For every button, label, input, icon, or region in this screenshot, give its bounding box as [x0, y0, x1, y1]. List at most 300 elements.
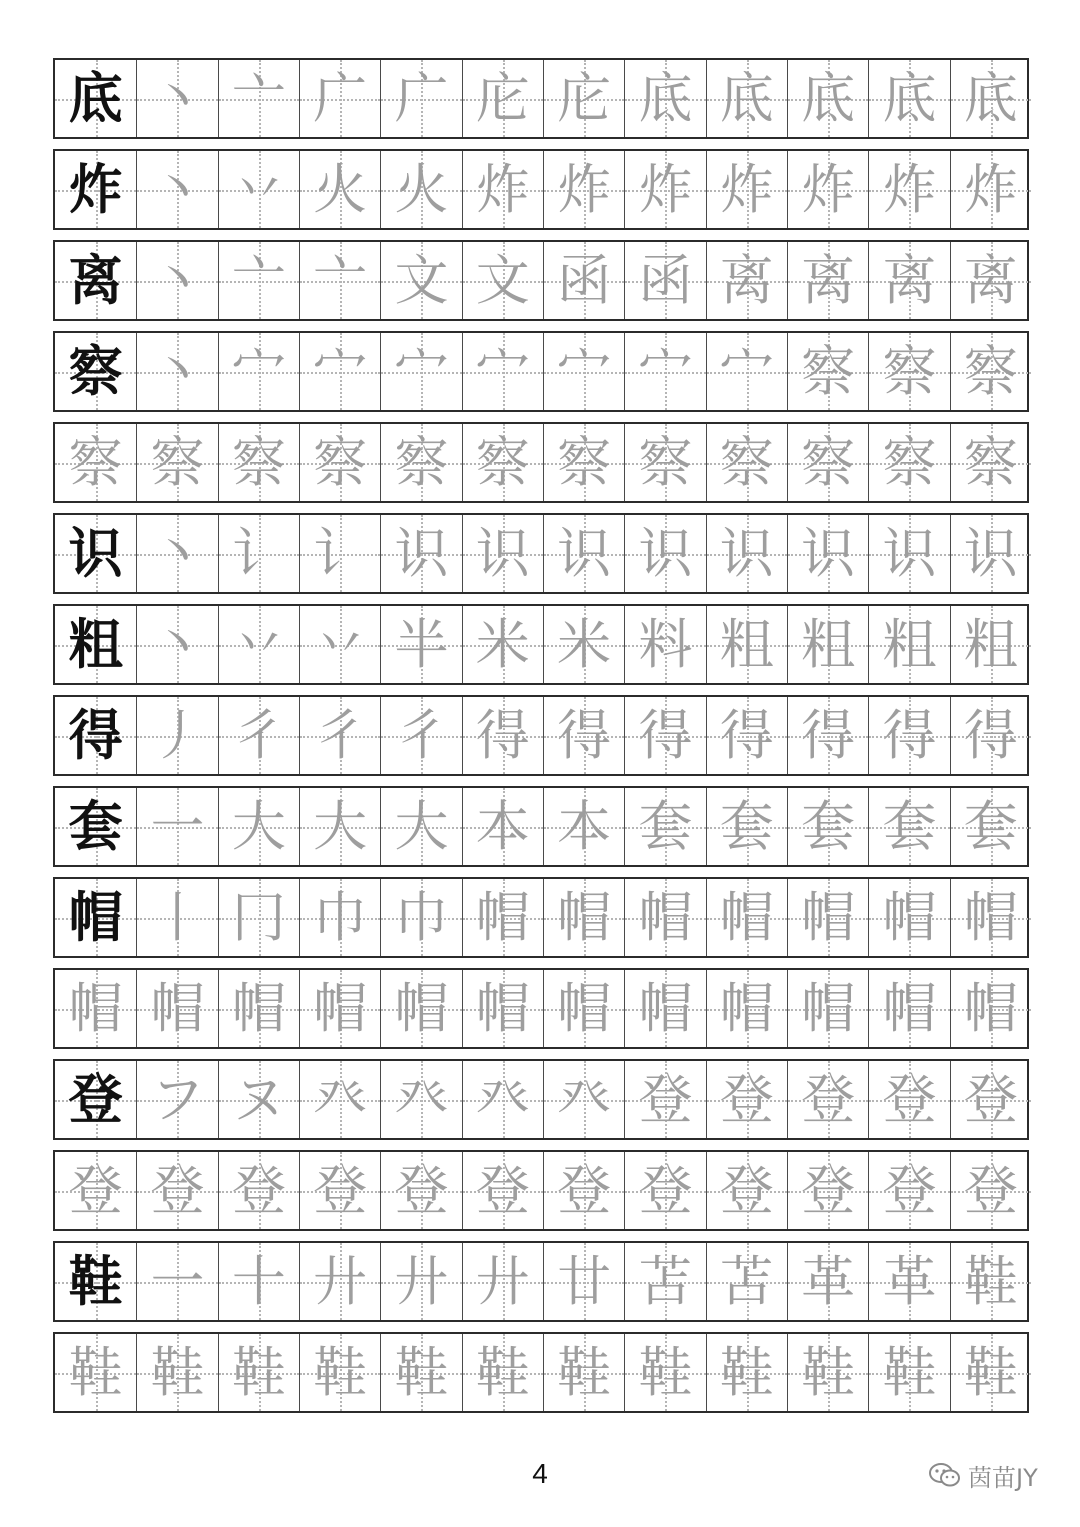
- trace-cell: [543, 151, 624, 228]
- trace-character: 亠: [231, 66, 286, 130]
- trace-character: 察: [882, 339, 937, 403]
- trace-character: 得: [882, 703, 937, 767]
- trace-cell: [380, 1243, 461, 1320]
- trace-cell: [706, 1152, 787, 1229]
- trace-character: 十: [231, 1249, 286, 1313]
- trace-character: 亠: [313, 248, 368, 312]
- trace-cell: [462, 606, 543, 683]
- trace-cell: [543, 1334, 624, 1411]
- trace-character: 察: [231, 430, 286, 494]
- trace-cell: [380, 1061, 461, 1138]
- trace-character: 庀: [475, 66, 530, 130]
- trace-cell: [543, 1061, 624, 1138]
- trace-character: 察: [68, 430, 123, 494]
- trace-character: 识: [475, 521, 530, 585]
- trace-character: 癶: [313, 1067, 368, 1131]
- trace-cell: [299, 242, 380, 319]
- trace-character: 宀: [557, 339, 612, 403]
- trace-cell: [462, 60, 543, 137]
- model-character: 粗: [68, 612, 123, 676]
- practice-row: [53, 422, 1029, 503]
- trace-character: 米: [475, 612, 530, 676]
- trace-cell: [136, 970, 217, 1047]
- watermark: [928, 1458, 1038, 1492]
- trace-cell: [543, 242, 624, 319]
- trace-cell: [706, 333, 787, 410]
- trace-character: 火: [394, 157, 449, 221]
- trace-cell: [950, 242, 1031, 319]
- trace-character: 丷: [231, 157, 286, 221]
- trace-cell: [950, 515, 1031, 592]
- trace-character: 登: [963, 1067, 1018, 1131]
- trace-character: 识: [882, 521, 937, 585]
- trace-cell: [136, 333, 217, 410]
- trace-cell: [624, 515, 705, 592]
- trace-cell: [868, 424, 949, 501]
- trace-character: 帽: [231, 976, 286, 1040]
- trace-character: 察: [801, 339, 856, 403]
- trace-cell: [543, 1243, 624, 1320]
- trace-character: 察: [719, 430, 774, 494]
- trace-cell: [950, 60, 1031, 137]
- trace-cell: [787, 788, 868, 865]
- trace-cell: [543, 333, 624, 410]
- model-cell: [55, 333, 136, 410]
- model-character: 离: [68, 248, 123, 312]
- trace-cell: [950, 151, 1031, 228]
- trace-cell: [380, 1152, 461, 1229]
- trace-cell: [218, 697, 299, 774]
- trace-cell: [299, 515, 380, 592]
- trace-cell: [218, 1334, 299, 1411]
- trace-character: 函: [638, 248, 693, 312]
- trace-cell: [462, 970, 543, 1047]
- trace-cell: [299, 333, 380, 410]
- trace-cell: [380, 242, 461, 319]
- trace-character: 套: [719, 794, 774, 858]
- trace-cell: [299, 424, 380, 501]
- trace-character: 帽: [557, 976, 612, 1040]
- trace-character: 一: [150, 1249, 205, 1313]
- trace-character: 帽: [475, 976, 530, 1040]
- trace-character: 讠: [313, 521, 368, 585]
- trace-cell: [218, 970, 299, 1047]
- practice-row: [53, 58, 1029, 139]
- trace-character: 套: [801, 794, 856, 858]
- trace-character: 丶: [150, 66, 205, 130]
- trace-character: 帽: [394, 976, 449, 1040]
- trace-character: 一: [150, 794, 205, 858]
- trace-character: 登: [557, 1158, 612, 1222]
- trace-cell: [299, 788, 380, 865]
- trace-character: 识: [719, 521, 774, 585]
- trace-character: 鞋: [150, 1340, 205, 1404]
- trace-cell: [624, 1334, 705, 1411]
- trace-character: 苫: [638, 1249, 693, 1313]
- trace-character: 文: [394, 248, 449, 312]
- trace-cell: [136, 606, 217, 683]
- trace-character: 冂: [231, 885, 286, 949]
- trace-cell: [136, 242, 217, 319]
- trace-character: 登: [68, 1158, 123, 1222]
- trace-character: 帽: [150, 976, 205, 1040]
- trace-cell: [136, 1243, 217, 1320]
- trace-cell: [299, 697, 380, 774]
- practice-row: [53, 149, 1029, 230]
- model-cell: [55, 242, 136, 319]
- trace-cell: [706, 151, 787, 228]
- trace-cell: [462, 1243, 543, 1320]
- trace-cell: [950, 879, 1031, 956]
- trace-character: 鞋: [231, 1340, 286, 1404]
- trace-cell: [706, 788, 787, 865]
- trace-cell: [218, 242, 299, 319]
- trace-cell: [787, 1061, 868, 1138]
- trace-character: 得: [963, 703, 1018, 767]
- trace-cell: [624, 788, 705, 865]
- model-character: 察: [68, 339, 123, 403]
- trace-cell: [136, 879, 217, 956]
- trace-character: 函: [557, 248, 612, 312]
- trace-cell: [462, 515, 543, 592]
- trace-character: 粗: [882, 612, 937, 676]
- trace-cell: [543, 515, 624, 592]
- trace-character: 广: [313, 66, 368, 130]
- trace-cell: [787, 60, 868, 137]
- trace-character: 丶: [150, 339, 205, 403]
- trace-character: 粗: [963, 612, 1018, 676]
- trace-character: 米: [557, 612, 612, 676]
- trace-character: 炸: [719, 157, 774, 221]
- trace-character: 帽: [557, 885, 612, 949]
- trace-character: 识: [638, 521, 693, 585]
- trace-character: 登: [313, 1158, 368, 1222]
- practice-row: [53, 1150, 1029, 1231]
- trace-character: 登: [963, 1158, 1018, 1222]
- trace-cell: [380, 788, 461, 865]
- trace-character: 料: [638, 612, 693, 676]
- trace-cell: [624, 242, 705, 319]
- trace-character: 底: [882, 66, 937, 130]
- model-character: 炸: [68, 157, 123, 221]
- trace-cell: [55, 1334, 136, 1411]
- trace-character: フ: [150, 1067, 205, 1131]
- trace-character: 察: [150, 430, 205, 494]
- trace-character: 察: [557, 430, 612, 494]
- trace-character: 底: [638, 66, 693, 130]
- trace-character: 鞋: [963, 1340, 1018, 1404]
- trace-character: 帽: [719, 976, 774, 1040]
- trace-cell: [624, 879, 705, 956]
- trace-cell: [380, 515, 461, 592]
- trace-cell: [380, 333, 461, 410]
- trace-cell: [218, 879, 299, 956]
- trace-character: 帽: [801, 885, 856, 949]
- trace-cell: [950, 970, 1031, 1047]
- trace-cell: [950, 424, 1031, 501]
- trace-cell: [136, 515, 217, 592]
- trace-cell: [706, 606, 787, 683]
- trace-cell: [868, 242, 949, 319]
- trace-character: 苫: [719, 1249, 774, 1313]
- trace-character: 巾: [394, 885, 449, 949]
- trace-character: 宀: [638, 339, 693, 403]
- trace-cell: [706, 1061, 787, 1138]
- trace-cell: [462, 151, 543, 228]
- trace-cell: [380, 606, 461, 683]
- trace-cell: [706, 697, 787, 774]
- trace-cell: [299, 1152, 380, 1229]
- trace-cell: [624, 60, 705, 137]
- practice-sheet: [53, 58, 1029, 1423]
- trace-character: 癶: [557, 1067, 612, 1131]
- model-cell: [55, 60, 136, 137]
- trace-character: 登: [719, 1158, 774, 1222]
- trace-character: 丿: [150, 703, 205, 767]
- trace-cell: [380, 970, 461, 1047]
- trace-character: 得: [801, 703, 856, 767]
- practice-row: [53, 968, 1029, 1049]
- model-character: 帽: [68, 885, 123, 949]
- model-character: 得: [68, 703, 123, 767]
- practice-row: [53, 877, 1029, 958]
- trace-cell: [868, 788, 949, 865]
- trace-character: 识: [557, 521, 612, 585]
- trace-character: 察: [475, 430, 530, 494]
- trace-cell: [299, 606, 380, 683]
- trace-cell: [299, 1243, 380, 1320]
- trace-character: 帽: [68, 976, 123, 1040]
- trace-character: 得: [719, 703, 774, 767]
- trace-character: 半: [394, 612, 449, 676]
- trace-character: 丨: [150, 885, 205, 949]
- trace-character: 丶: [150, 248, 205, 312]
- wechat-icon: [928, 1461, 962, 1489]
- trace-character: 癶: [475, 1067, 530, 1131]
- model-cell: [55, 1243, 136, 1320]
- practice-row: [53, 513, 1029, 594]
- model-character: 识: [68, 521, 123, 585]
- trace-character: 大: [313, 794, 368, 858]
- trace-character: 离: [719, 248, 774, 312]
- model-character: 底: [68, 66, 123, 130]
- trace-character: 鞋: [313, 1340, 368, 1404]
- trace-cell: [380, 1334, 461, 1411]
- trace-character: 帽: [313, 976, 368, 1040]
- trace-character: 宀: [475, 339, 530, 403]
- trace-character: 宀: [313, 339, 368, 403]
- model-character: 登: [68, 1067, 123, 1131]
- trace-cell: [218, 60, 299, 137]
- trace-character: 鞋: [719, 1340, 774, 1404]
- trace-cell: [706, 879, 787, 956]
- trace-cell: [136, 424, 217, 501]
- trace-cell: [787, 970, 868, 1047]
- trace-character: 炸: [638, 157, 693, 221]
- trace-character: 鞋: [882, 1340, 937, 1404]
- trace-cell: [787, 424, 868, 501]
- practice-row: [53, 786, 1029, 867]
- trace-character: 宀: [231, 339, 286, 403]
- trace-character: 察: [882, 430, 937, 494]
- trace-character: 丶: [150, 157, 205, 221]
- trace-cell: [950, 1334, 1031, 1411]
- trace-character: 套: [882, 794, 937, 858]
- trace-cell: [380, 151, 461, 228]
- trace-cell: [218, 151, 299, 228]
- practice-row: [53, 604, 1029, 685]
- trace-character: 炸: [963, 157, 1018, 221]
- trace-character: 广: [394, 66, 449, 130]
- trace-cell: [543, 1152, 624, 1229]
- trace-character: 察: [801, 430, 856, 494]
- trace-cell: [624, 333, 705, 410]
- trace-character: 察: [963, 430, 1018, 494]
- trace-cell: [706, 60, 787, 137]
- practice-row: [53, 240, 1029, 321]
- trace-character: 得: [475, 703, 530, 767]
- trace-cell: [706, 1243, 787, 1320]
- trace-cell: [218, 1243, 299, 1320]
- trace-character: 帽: [882, 885, 937, 949]
- trace-character: 帽: [719, 885, 774, 949]
- trace-character: 套: [963, 794, 1018, 858]
- trace-cell: [787, 606, 868, 683]
- trace-cell: [543, 879, 624, 956]
- trace-character: 底: [719, 66, 774, 130]
- trace-character: 登: [638, 1158, 693, 1222]
- trace-cell: [462, 1334, 543, 1411]
- trace-cell: [950, 697, 1031, 774]
- trace-cell: [462, 1152, 543, 1229]
- trace-cell: [218, 788, 299, 865]
- trace-character: 鞋: [638, 1340, 693, 1404]
- trace-cell: [624, 1152, 705, 1229]
- trace-character: 彳: [394, 703, 449, 767]
- trace-character: 鞋: [475, 1340, 530, 1404]
- trace-character: 离: [801, 248, 856, 312]
- trace-cell: [462, 1061, 543, 1138]
- trace-character: ヌ: [231, 1067, 286, 1131]
- model-character: 鞋: [68, 1249, 123, 1313]
- trace-cell: [950, 1243, 1031, 1320]
- trace-character: 炸: [557, 157, 612, 221]
- model-cell: [55, 697, 136, 774]
- trace-character: 宀: [719, 339, 774, 403]
- model-cell: [55, 606, 136, 683]
- trace-cell: [218, 424, 299, 501]
- trace-cell: [543, 424, 624, 501]
- trace-cell: [218, 515, 299, 592]
- trace-character: 识: [963, 521, 1018, 585]
- trace-cell: [299, 1061, 380, 1138]
- trace-character: 廾: [394, 1249, 449, 1313]
- trace-cell: [543, 970, 624, 1047]
- model-cell: [55, 515, 136, 592]
- trace-character: 亠: [231, 248, 286, 312]
- watermark-text: 茵苗JY: [968, 1463, 1038, 1492]
- trace-cell: [55, 970, 136, 1047]
- trace-cell: [624, 151, 705, 228]
- trace-character: 鞋: [394, 1340, 449, 1404]
- trace-cell: [706, 1334, 787, 1411]
- trace-cell: [868, 515, 949, 592]
- trace-character: 文: [475, 248, 530, 312]
- trace-character: 鞋: [963, 1249, 1018, 1313]
- trace-cell: [950, 333, 1031, 410]
- trace-character: 讠: [231, 521, 286, 585]
- trace-cell: [868, 333, 949, 410]
- trace-cell: [624, 697, 705, 774]
- trace-cell: [462, 879, 543, 956]
- trace-character: 丶: [150, 612, 205, 676]
- trace-cell: [136, 1152, 217, 1229]
- practice-row: [53, 1059, 1029, 1140]
- model-cell: [55, 1061, 136, 1138]
- trace-character: 帽: [638, 976, 693, 1040]
- trace-cell: [299, 60, 380, 137]
- trace-cell: [299, 151, 380, 228]
- trace-character: 登: [801, 1067, 856, 1131]
- trace-character: 底: [801, 66, 856, 130]
- trace-cell: [787, 333, 868, 410]
- trace-character: 套: [638, 794, 693, 858]
- trace-cell: [299, 970, 380, 1047]
- trace-cell: [868, 970, 949, 1047]
- trace-character: 察: [963, 339, 1018, 403]
- trace-character: 离: [882, 248, 937, 312]
- trace-character: 得: [638, 703, 693, 767]
- trace-cell: [868, 879, 949, 956]
- trace-character: 大: [231, 794, 286, 858]
- trace-cell: [380, 424, 461, 501]
- trace-character: 登: [719, 1067, 774, 1131]
- trace-cell: [462, 424, 543, 501]
- trace-character: 彳: [231, 703, 286, 767]
- practice-row: [53, 695, 1029, 776]
- trace-character: 本: [557, 794, 612, 858]
- trace-cell: [380, 697, 461, 774]
- trace-cell: [462, 788, 543, 865]
- trace-character: 察: [313, 430, 368, 494]
- trace-cell: [950, 788, 1031, 865]
- trace-cell: [55, 1152, 136, 1229]
- trace-character: 丷: [313, 612, 368, 676]
- trace-character: 巾: [313, 885, 368, 949]
- trace-cell: [868, 1061, 949, 1138]
- trace-character: 识: [801, 521, 856, 585]
- trace-character: 炸: [882, 157, 937, 221]
- trace-character: 革: [801, 1249, 856, 1313]
- trace-cell: [543, 788, 624, 865]
- trace-character: 本: [475, 794, 530, 858]
- trace-cell: [218, 606, 299, 683]
- trace-cell: [868, 1334, 949, 1411]
- trace-cell: [950, 1152, 1031, 1229]
- trace-character: 底: [963, 66, 1018, 130]
- trace-character: 离: [963, 248, 1018, 312]
- trace-cell: [787, 697, 868, 774]
- trace-cell: [55, 424, 136, 501]
- trace-cell: [624, 1061, 705, 1138]
- trace-character: 火: [313, 157, 368, 221]
- trace-character: 察: [638, 430, 693, 494]
- trace-character: 登: [394, 1158, 449, 1222]
- practice-row: [53, 1332, 1029, 1413]
- trace-cell: [218, 1061, 299, 1138]
- trace-cell: [299, 879, 380, 956]
- model-character: 套: [68, 794, 123, 858]
